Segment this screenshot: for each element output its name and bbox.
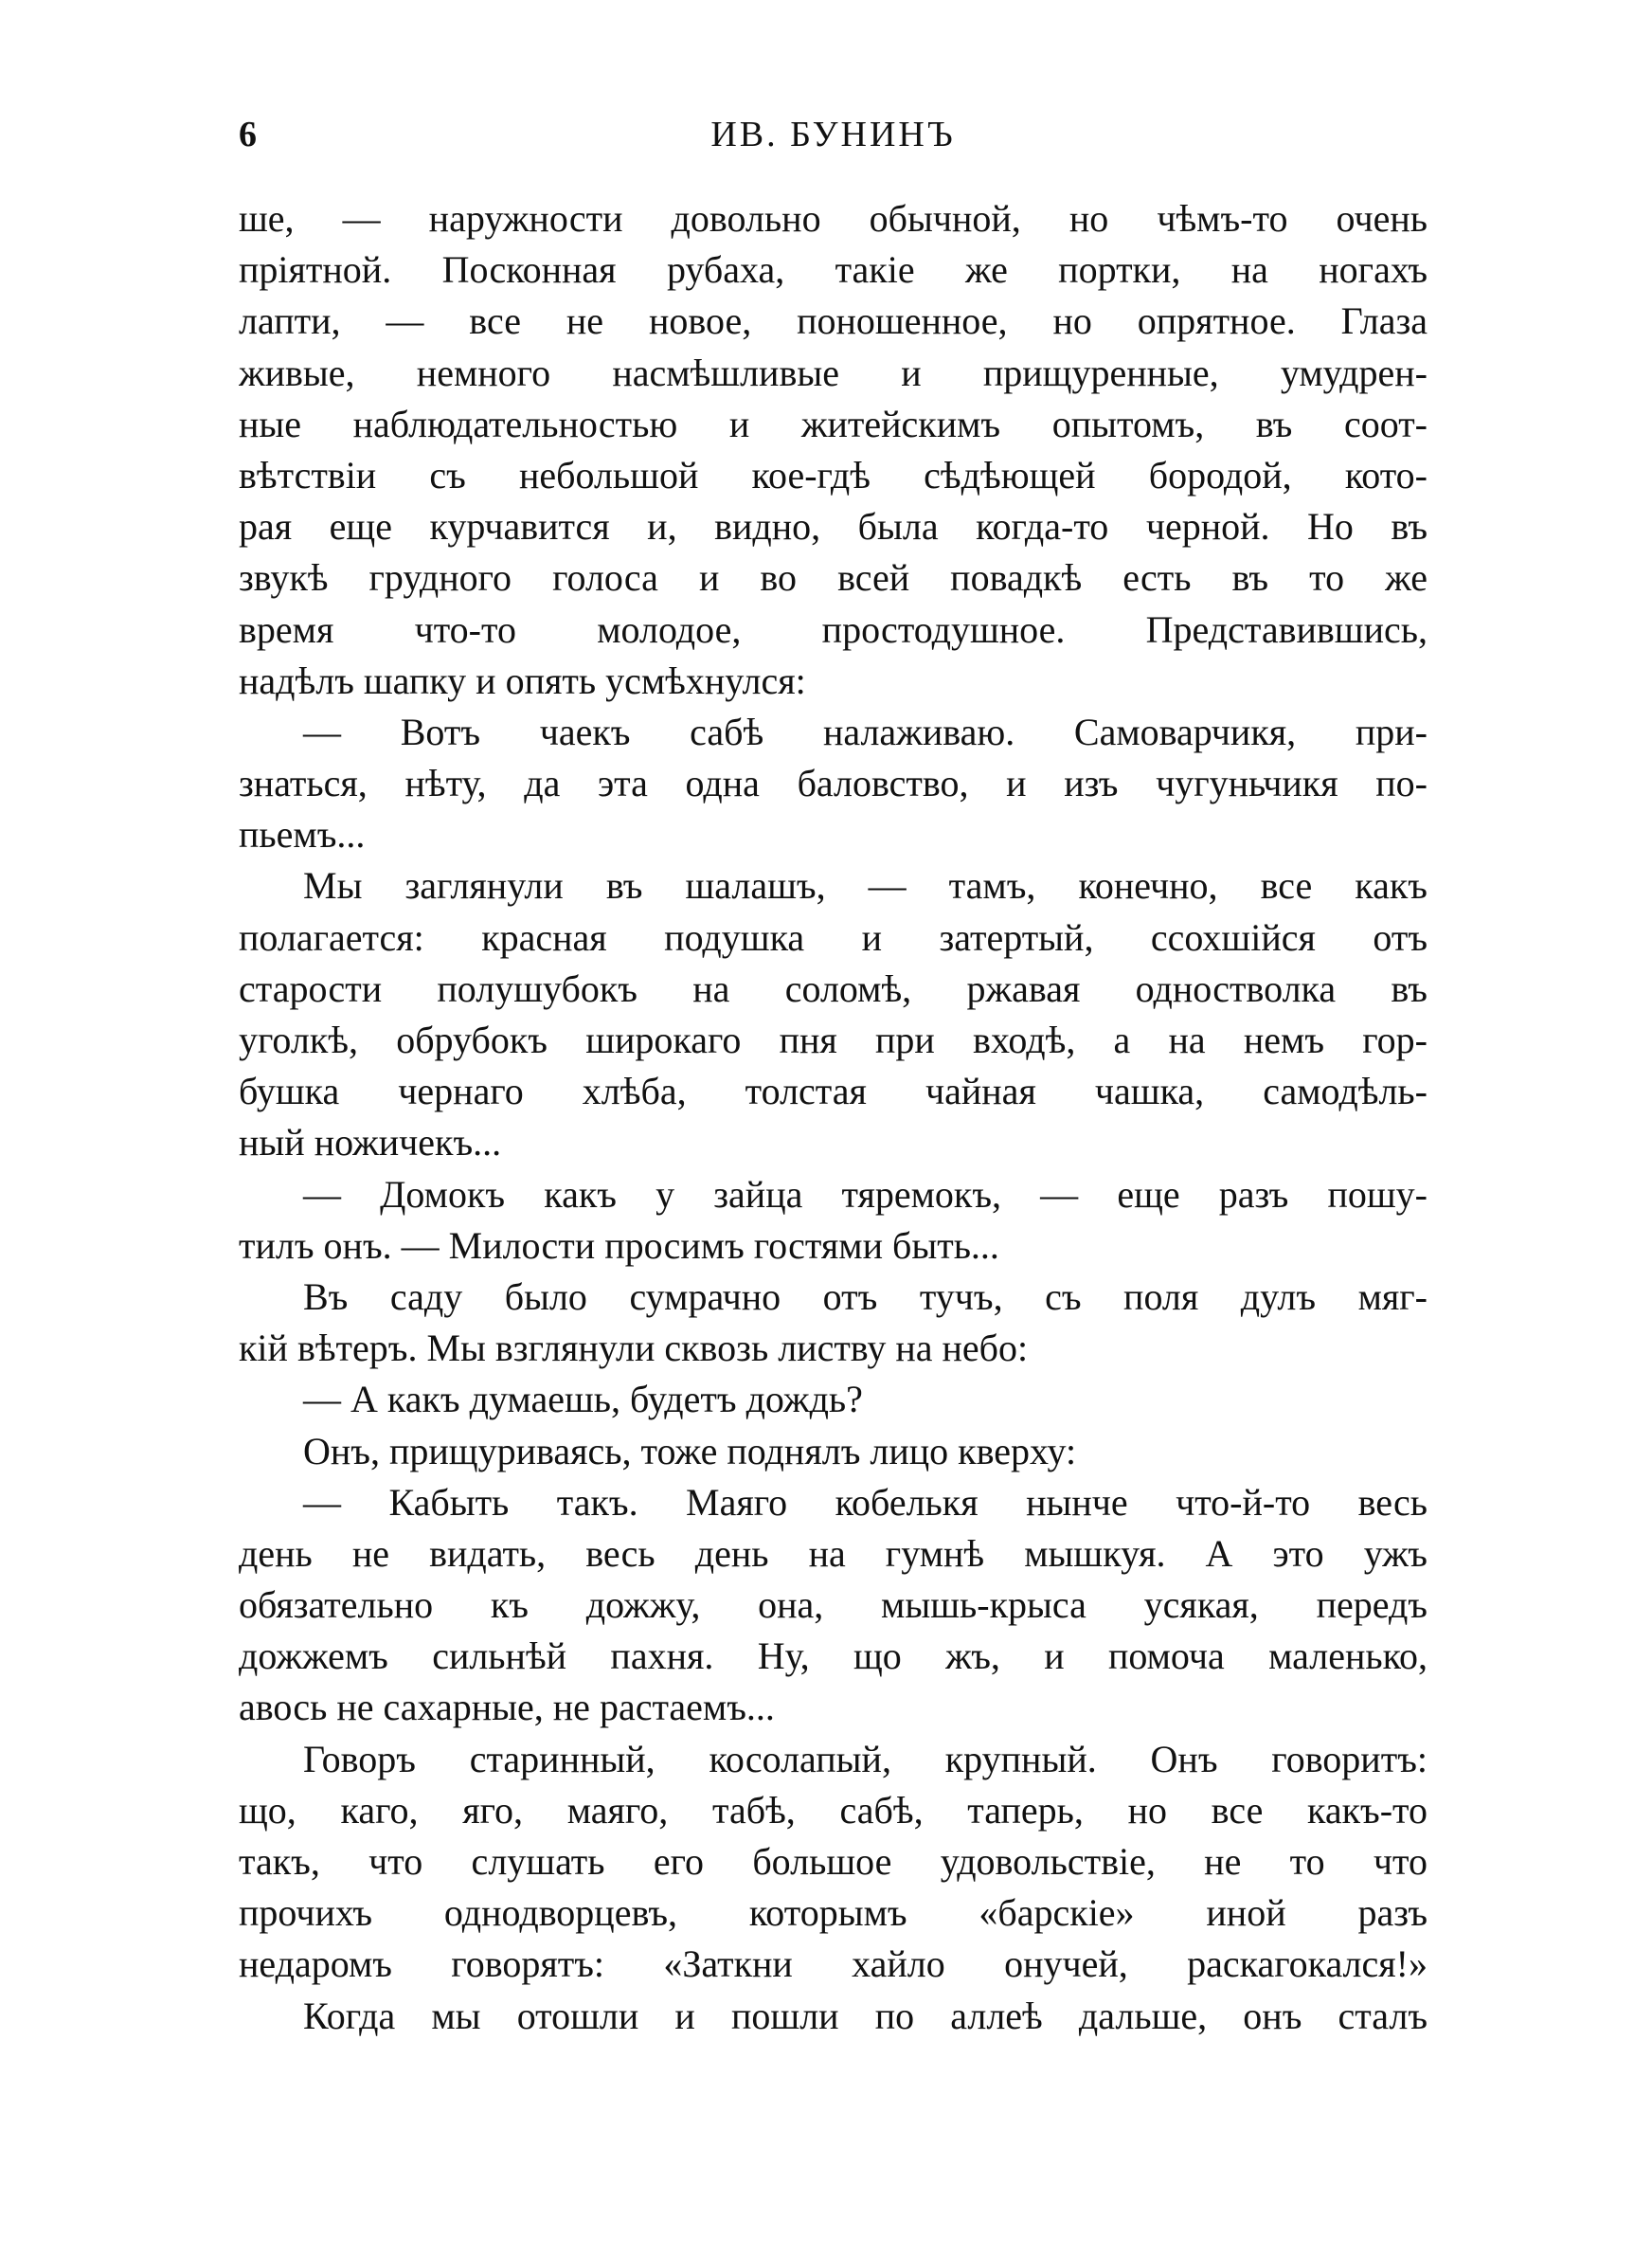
text-line: — А какъ думаешь, будетъ дождь? [303, 1378, 863, 1421]
text-line: що, каго, яго, маяго, табѣ, сабѣ, таперь, но все какъ-то [239, 1788, 1428, 1832]
text-line: старости полушубокъ на соломѣ, ржавая одностволка въ [239, 966, 1428, 1010]
text-line: живые, немного насмѣшливые и прищуренные, умудрен- [239, 351, 1428, 394]
text-line: пріятной. Посконная рубаха, такіе же портки, на ногахъ [239, 248, 1428, 292]
text-line: звукѣ грудного голоса и во всей повадкѣ есть въ то же [239, 556, 1428, 600]
text-line: — Вотъ чаекъ сабѣ налаживаю. Самоварчикя, при- [303, 710, 1428, 753]
text-line: бушка чернаго хлѣба, толстая чайная чашка, самодѣль- [239, 1070, 1428, 1113]
text-line: обязательно къ дожжу, она, мышь-крыса усякая, передъ [239, 1583, 1428, 1627]
text-line: Мы заглянули въ шалашъ, — тамъ, конечно, все какъ [303, 864, 1428, 908]
text-line: тилъ онъ. — Милости просимъ гостями быть... [239, 1223, 999, 1267]
text-line: такъ, что слушать его большое удовольствіе, не то что [239, 1840, 1428, 1883]
text-line: надѣлъ шапку и опять усмѣхнулся: [239, 659, 806, 702]
text-line: пьемъ... [239, 813, 366, 857]
text-line: Въ саду было сумрачно отъ тучъ, съ поля дулъ мяг- [303, 1274, 1428, 1318]
text-line: уголкѣ, обрубокъ широкаго пня при входѣ, а на немъ гор- [239, 1019, 1428, 1061]
text-line: рая еще курчавится и, видно, была когда-то черной. Но въ [239, 505, 1428, 549]
text-line: ше, — наружности довольно обычной, но чѣмъ-то очень [239, 197, 1428, 240]
page-header [239, 106, 1428, 163]
body-text [239, 193, 1428, 2042]
text-line: ный ножичекъ... [239, 1121, 502, 1165]
text-line: дожжемъ сильнѣй пахня. Ну, що жъ, и помоча маленько, [239, 1634, 1428, 1678]
text-line: день не видать, весь день на гумнѣ мышкуя. А это ужъ [239, 1531, 1428, 1575]
text-line: время что-то молодое, простодушное. Представившись, [239, 607, 1428, 651]
text-line: знаться, нѣту, да эта одна баловство, и изъ чугуньчикя по- [239, 762, 1428, 805]
text-line: Когда мы отошли и пошли по аллеѣ дальше, онъ сталъ [303, 1994, 1428, 2037]
text-line: — Кабыть такъ. Маяго кобелькя нынче что-й-то весь [303, 1480, 1428, 1524]
text-line: прочихъ однодворцевъ, которымъ «барскіе» иной разъ [239, 1891, 1428, 1935]
text-line: авось не сахарные, не растаемъ... [239, 1686, 775, 1729]
text-line: кій вѣтеръ. Мы взглянули сквозь листву на небо: [239, 1327, 1029, 1370]
text-line: вѣтствіи съ небольшой кое-гдѣ сѣдѣющей бородой, кото- [239, 453, 1428, 497]
page-number: 6 [239, 115, 257, 154]
text-line: лапти, — все не новое, поношенное, но опрятное. Глаза [239, 299, 1428, 343]
text-line: — Домокъ какъ у зайца тяремокъ, — еще разъ пошу- [303, 1172, 1428, 1216]
text-line: ные наблюдательностью и житейскимъ опытомъ, въ соот- [239, 402, 1428, 445]
running-head: ИВ. БУНИНЪ [710, 115, 956, 154]
text-line: Онъ, прищуриваясь, тоже поднялъ лицо кверху: [303, 1429, 1077, 1472]
text-line: недаромъ говорятъ: «Заткни хайло онучей, раскагокался!» [239, 1942, 1428, 1986]
text-line: Говоръ старинный, косолапый, крупный. Онъ говоритъ: [303, 1737, 1428, 1780]
text-line: полагается: красная подушка и затертый, ссохшійся отъ [239, 915, 1428, 959]
